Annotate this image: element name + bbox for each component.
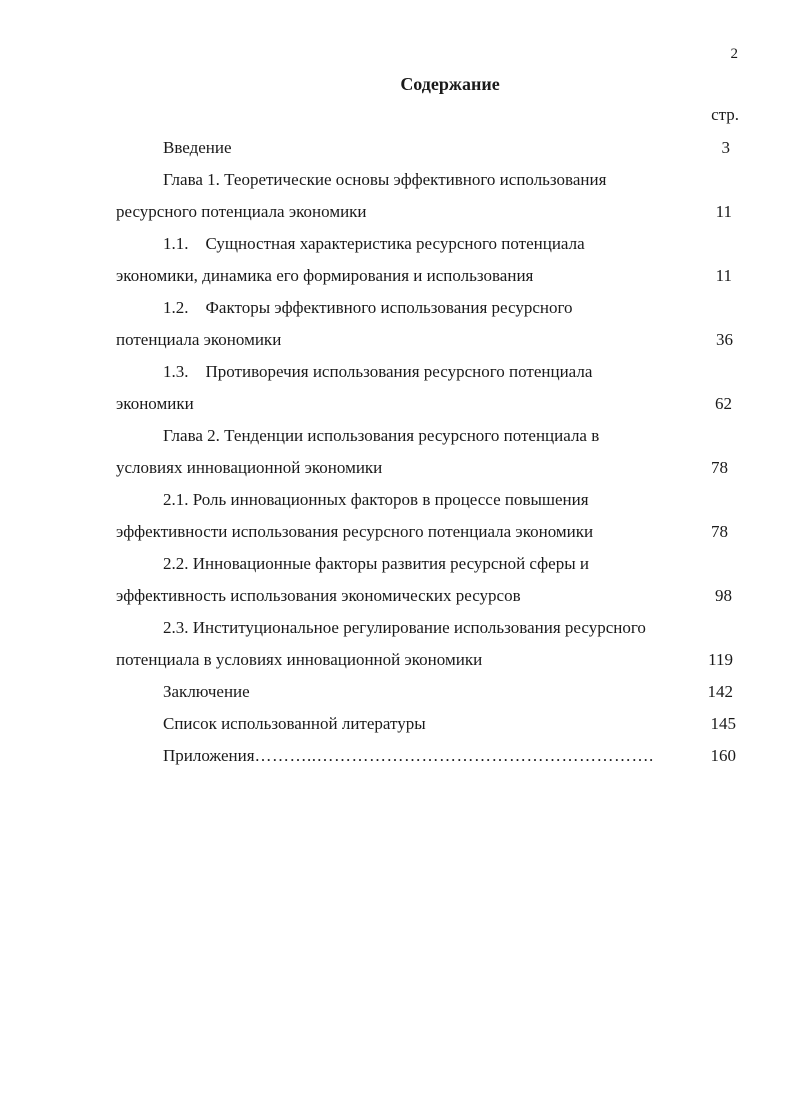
toc-page-appendix: 160	[710, 746, 736, 765]
toc-leader-dots: ………..………………………………………………….	[254, 746, 654, 765]
toc-page-section-2-2: 98	[715, 586, 732, 605]
toc-entry-section-2-3-line-1: 2.3. Институциональное регулирование использования ресурсного	[163, 618, 646, 637]
toc-entry-chapter-2-line-2: условиях инновационной экономики	[116, 458, 383, 477]
toc-page-section-1-1: 11	[715, 266, 732, 285]
toc-page-bibliography: 145	[710, 714, 736, 733]
toc-page-chapter-2: 78	[711, 458, 728, 477]
toc-page-conclusion: 142	[707, 682, 733, 701]
toc-entry-section-1-2-line-2: потенциала экономики	[116, 330, 282, 349]
toc-page-section-1-3: 62	[715, 394, 732, 413]
toc-entry-chapter-1-line-1: Глава 1. Теоретические основы эффективного использования	[163, 170, 607, 189]
toc-page-introduction: 3	[721, 138, 730, 157]
toc-page-section-2-1: 78	[711, 522, 728, 541]
toc-entry-section-1-3-line-1: 1.3. Противоречия использования ресурсного потенциала	[163, 362, 593, 381]
toc-entry-section-1-2-line-1: 1.2. Факторы эффективного использования ресурсного	[163, 298, 573, 317]
toc-entry-section-2-1-line-1: 2.1. Роль инновационных факторов в процессе повышения	[163, 490, 589, 509]
toc-entry-bibliography: Список использованной литературы	[163, 714, 426, 733]
toc-entry-section-2-1-line-2: эффективности использования ресурсного потенциала экономики	[116, 522, 594, 541]
toc-entry-chapter-1-line-2: ресурсного потенциала экономики	[116, 202, 367, 221]
toc-page-chapter-1: 11	[715, 202, 732, 221]
toc-entry-conclusion: Заключение	[163, 682, 250, 701]
toc-entry-introduction: Введение	[163, 138, 232, 157]
toc-entry-chapter-2-line-1: Глава 2. Тенденции использования ресурсного потенциала в	[163, 426, 600, 445]
toc-entry-section-2-2-line-2: эффективность использования экономических ресурсов	[116, 586, 521, 605]
pages-column-header: стр.	[711, 105, 739, 124]
toc-entry-appendix	[163, 746, 736, 766]
toc-entry-section-1-3-line-2: экономики	[116, 394, 194, 413]
toc-entry-section-2-2-line-1: 2.2. Инновационные факторы развития ресурсной сферы и	[163, 554, 589, 573]
toc-page-section-1-2: 36	[716, 330, 733, 349]
page-number: 2	[730, 46, 738, 62]
toc-page-section-2-3: 119	[708, 650, 733, 669]
toc-entry-section-1-1-line-1: 1.1. Сущностная характеристика ресурсного потенциала	[163, 234, 585, 253]
toc-entry-appendix-label: Приложения	[163, 746, 255, 765]
toc-entry-section-1-1-line-2: экономики, динамика его формирования и использования	[116, 266, 534, 285]
toc-entry-section-2-3-line-2: потенциала в условиях инновационной экономики	[116, 650, 483, 669]
toc-title: Содержание	[400, 74, 500, 94]
